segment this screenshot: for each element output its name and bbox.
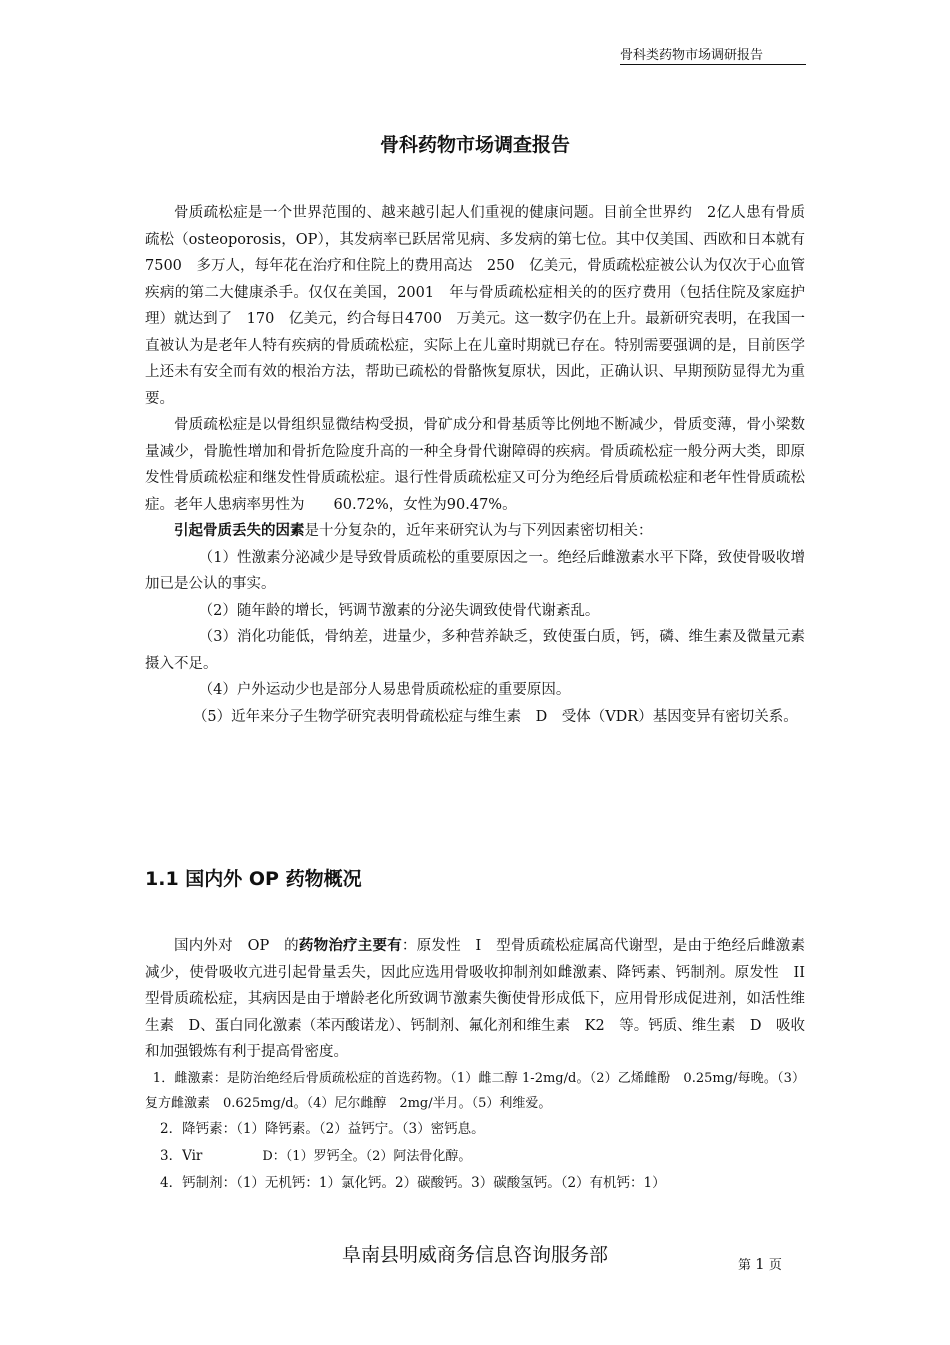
page-number <box>738 1254 782 1273</box>
drug-overview-section <box>145 933 820 1197</box>
factor-item: （3）消化功能低，骨纳差，进量少，多种营养缺乏，致使蛋白质，钙，磷、维生素及微量元素摄入不足。 <box>145 629 805 672</box>
drug-item-calcium: 4．钙制剂：（1）无机钙：1）氯化钙。2）碳酸钙。3）碳酸氢钙。（2）有机钙：1） <box>160 1174 666 1191</box>
drug-item-estrogen: 1．雌激素：是防治绝经后骨质疏松症的首选药物。（1）雌二醇 1-2mg/d。（2）乙烯雌酚 0.25mg/每晚。（3）复方雌激素 0.625mg/d。（4）尼尔雌醇 2mg/半月。（5）利维爱。 <box>145 1070 805 1111</box>
drug-overview-paragraph <box>145 933 820 1066</box>
intro-paragraph-2: 骨质疏松症是以骨组织显微结构受损，骨矿成分和骨基质等比例地不断减少，骨质变薄，骨小梁数量减少，骨脆性增加和骨折危险度升高的一种全身骨代谢障碍的疾病。骨质疏松症一般分两大类，即原发性骨质疏松症和继发性骨质疏松症。退行性骨质疏松症又可分为绝经后骨质疏松症和老年性骨质疏松症。老年人患病率男性为 60.72%，女性为90.47%。 <box>145 417 805 513</box>
section-heading: 1.1 国内外 OP 药物概况 <box>145 868 362 890</box>
factor-item: （2）随年龄的增长，钙调节激素的分泌失调致使骨代谢紊乱。 <box>198 602 600 619</box>
drug-item-vitamin-d <box>145 1143 805 1170</box>
intro-section <box>145 200 820 730</box>
running-header: 骨科类药物市场调研报告 <box>620 44 806 65</box>
page-prefix: 第 <box>738 1258 752 1273</box>
vitamin-d-label: 3．Vir <box>160 1147 203 1164</box>
drug-item-calcitonin: 2．降钙素：（1）降钙素。（2）益钙宁。（3）密钙息。 <box>160 1120 485 1137</box>
overview-body: ：原发性 I 型骨质疏松症属高代谢型，是由于绝经后雌激素减少，使骨吸收亢进引起骨量丢失，因此应选用骨吸收抑制剂如雌激素、降钙素、钙制剂。原发性 II 型骨质疏松症，其病因是由于增龄老化所致调节激素失衡使骨形成低下，应用骨形成促进剂，如活性维生素 D、蛋白同化激素（苯丙酸诺龙）、钙制剂、氟化剂和维生素 K2 等。钙质、维生素 D 吸收和加强锻炼有利于提高骨密度。 <box>145 938 820 1060</box>
page-title: 骨科药物市场调查报告 <box>379 134 570 156</box>
factor-item: （1）性激素分泌减少是导致骨质疏松的重要原因之一。绝经后雌激素水平下降，致使骨吸收增加已是公认的事实。 <box>145 549 805 592</box>
footer-organization: 阜南县明威商务信息咨询服务部 <box>341 1244 608 1266</box>
emphasis-factors: 引起骨质丢失的因素 <box>174 522 305 539</box>
intro-paragraph-3 <box>145 518 805 545</box>
intro-paragraph-1: 骨质疏松症是一个世界范围的、越来越引起人们重视的健康问题。目前全世界约 2亿人患有骨质疏松（osteoporosis，OP），其发病率已跃居常见病、多发病的第七位。其中仅美国、西欧和日本就有 7500 多万人，每年花在治疗和住院上的费用高达 250 亿美元，骨质疏松症被公认为仅次于心血管疾病的第二大健康杀手。仅仅在美国，2001 年与骨质疏松症相关的的医疗费用（包括住院及家庭护理）就达到了 170 亿美元，约合每日4700 万美元。这一数字仍在上升。最新研究表明，在我国一直被认为是老年人特有疾病的骨质疏松症，实际上在儿童时期就已存在。特别需要强调的是，目前医学上还未有安全而有效的根治方法，帮助已疏松的骨骼恢复原状，因此，正确认识、早期预防显得尤为重要。 <box>145 205 820 407</box>
vitamin-d-items: D：（1）罗钙全。（2）阿法骨化醇。 <box>262 1148 472 1164</box>
overview-lead: 国内外对 OP 的 <box>174 938 299 954</box>
factor-item: （5）近年来分子生物学研究表明骨疏松症与维生素 D 受体（VDR）基因变异有密切关系。 <box>192 708 798 725</box>
page-number-value: 1 <box>755 1255 765 1273</box>
emphasis-treatment: 药物治疗主要有 <box>298 937 402 954</box>
factors-lead: 是十分复杂的，近年来研究认为与下列因素密切相关： <box>304 523 653 539</box>
page-suffix: 页 <box>768 1258 782 1273</box>
factor-item: （4）户外运动少也是部分人易患骨质疏松症的重要原因。 <box>198 682 571 698</box>
